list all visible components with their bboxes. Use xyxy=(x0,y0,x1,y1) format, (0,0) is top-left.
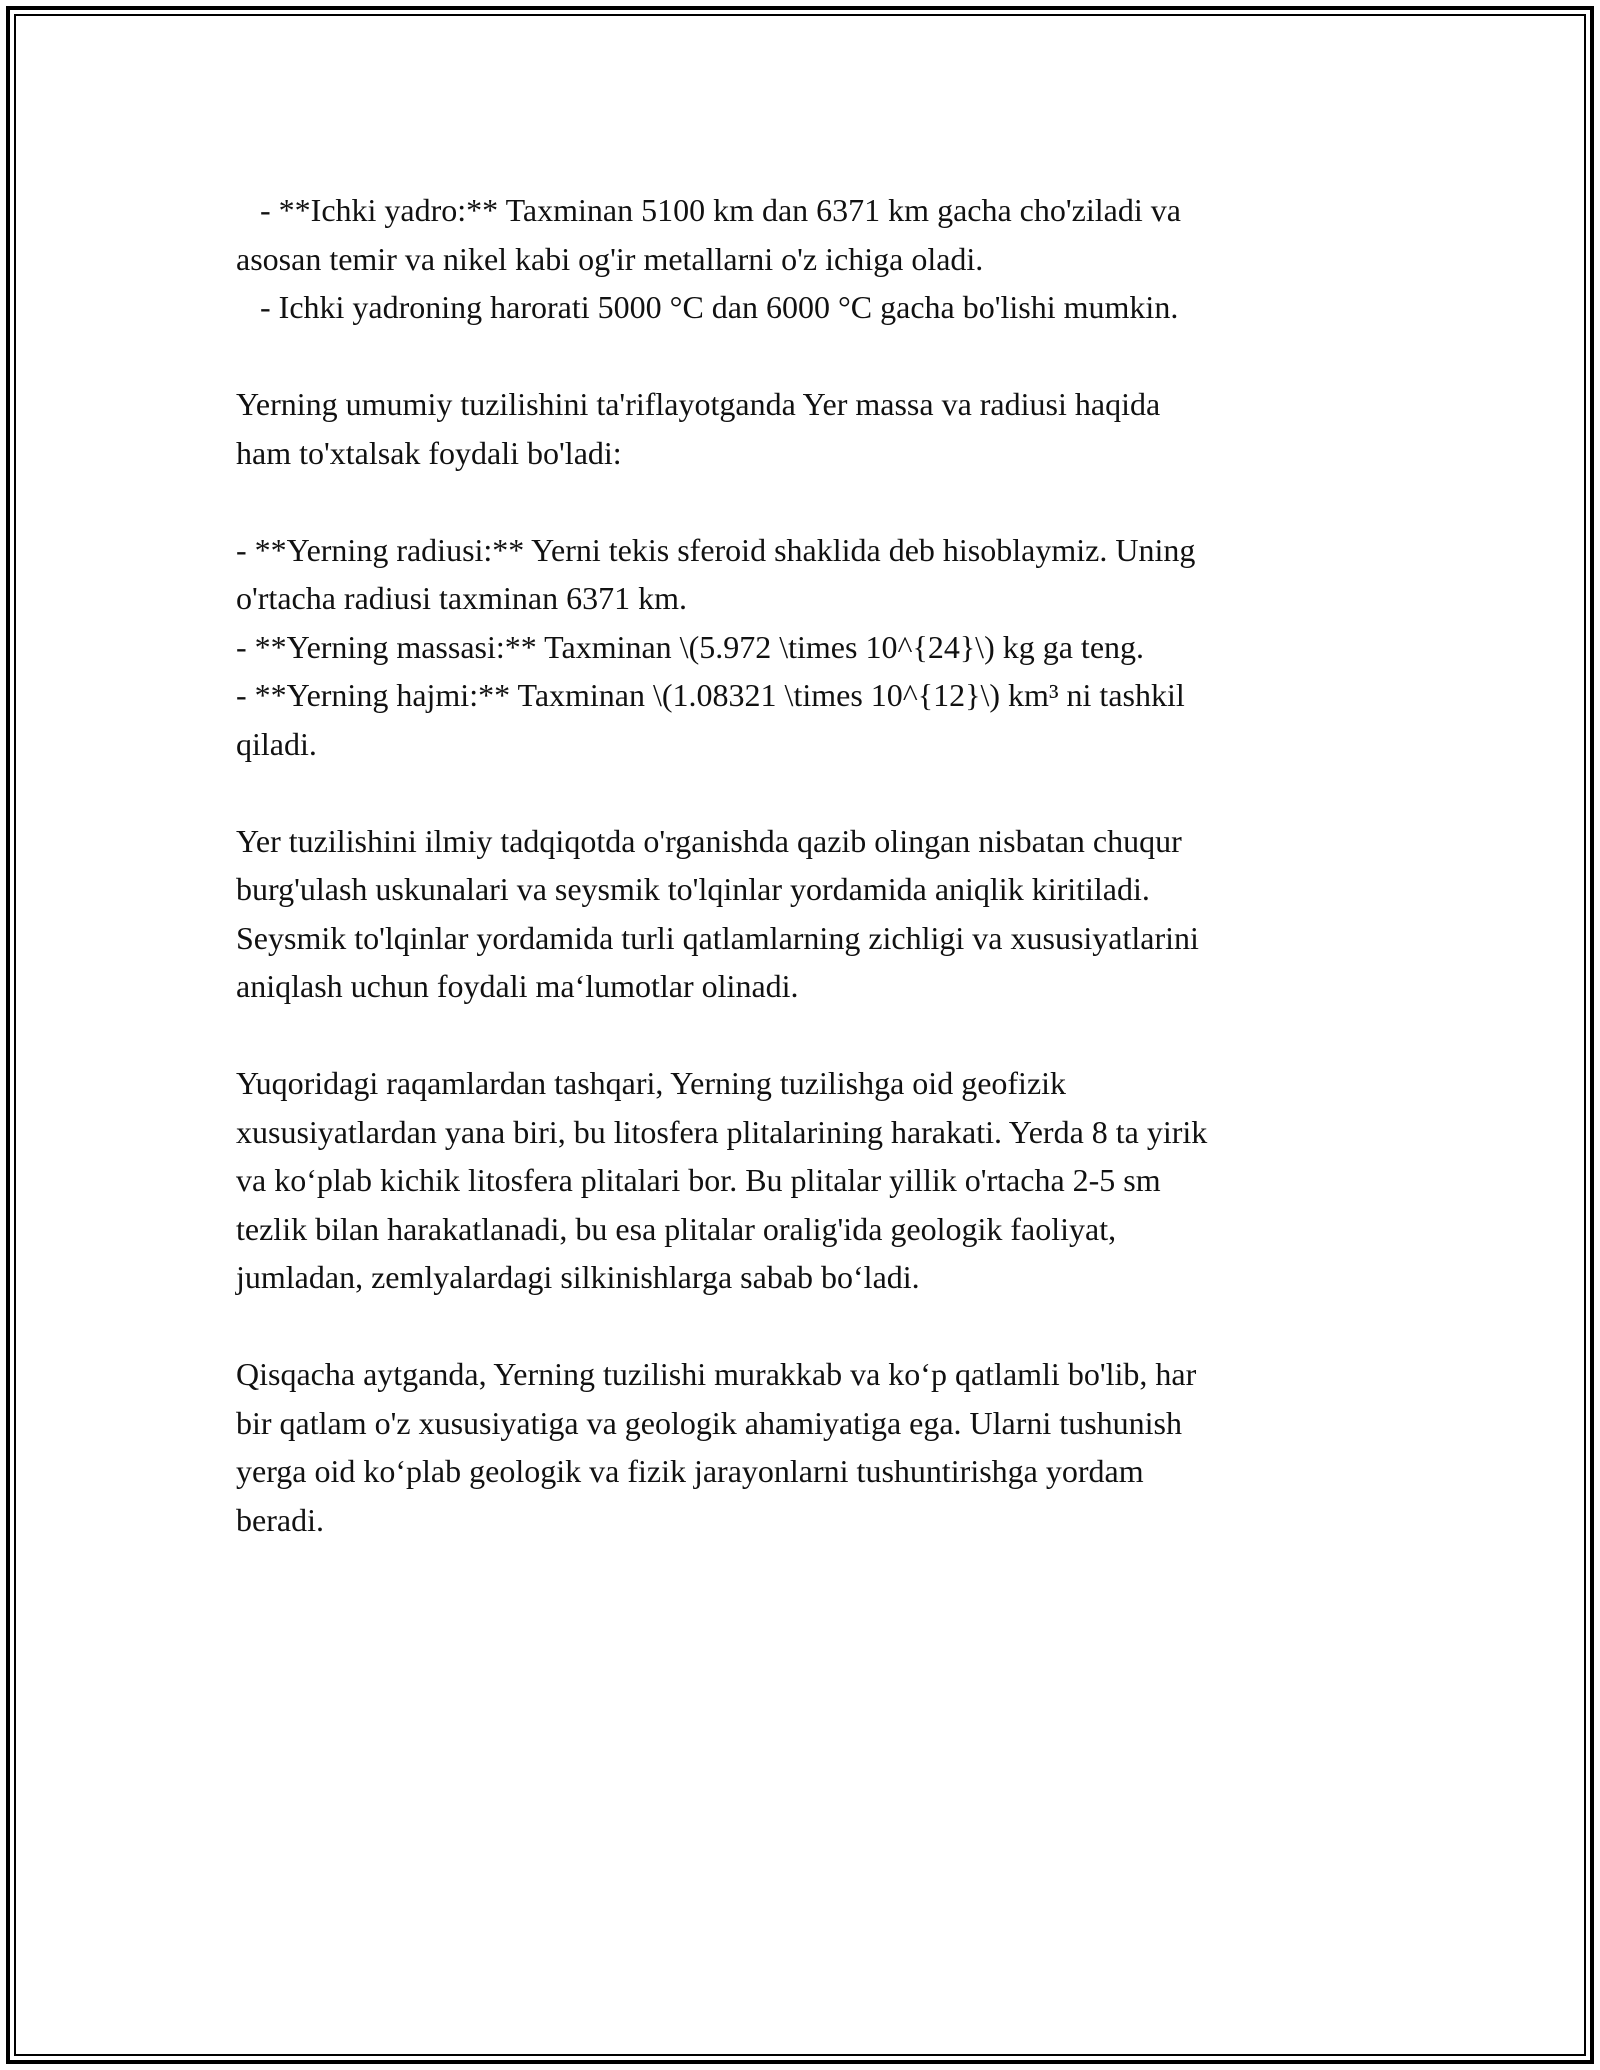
text-line: aniqlash uchun foydali ma‘lumotlar olinadi. xyxy=(236,968,799,1004)
paragraph-ilmiy-tadqiqot xyxy=(236,817,1366,1011)
text-line: va ko‘plab kichik litosfera plitalari bor. Bu plitalar yillik o'rtacha 2-5 sm xyxy=(236,1162,1161,1198)
document-body xyxy=(236,186,1366,1544)
paragraph-xulosa xyxy=(236,1350,1366,1544)
paragraph-spacer xyxy=(236,332,1366,381)
text-line: Yerning umumiy tuzilishini ta'riflayotganda Yer massa va radiusi haqida xyxy=(236,386,1161,422)
paragraph-spacer xyxy=(236,1302,1366,1351)
text-line: bir qatlam o'z xususiyatiga va geologik ahamiyatiga ega. Ularni tushunish xyxy=(236,1404,1182,1441)
text-line: - **Yerning massasi:** Taxminan \(5.972 \times 10^{24}\) kg ga teng. xyxy=(236,628,1145,665)
text-line: - Ichki yadroning harorati 5000 °C dan 6000 °C gacha bo'lishi mumkin. xyxy=(236,289,1179,325)
paragraph-umumiy-tuzilish xyxy=(236,380,1366,477)
text-line: Yer tuzilishini ilmiy tadqiqotda o'rganishda qazib olingan nisbatan chuqur xyxy=(236,822,1182,859)
text-line: tezlik bilan harakatlanadi, bu esa plitalar oralig'ida geologik faoliyat, xyxy=(236,1210,1117,1247)
text-line: - **Ichki yadro:** Taxminan 5100 km dan 6371 km gacha cho'ziladi va xyxy=(236,192,1181,228)
text-line: Seysmik to'lqinlar yordamida turli qatlamlarning zichligi va xususiyatlarini xyxy=(236,919,1199,956)
text-line: jumladan, zemlyalardagi silkinishlarga sabab bo‘ladi. xyxy=(236,1259,920,1295)
text-line: yerga oid ko‘plab geologik va fizik jarayonlarni tushuntirishga yordam xyxy=(236,1453,1144,1489)
text-line: Qisqacha aytganda, Yerning tuzilishi murakkab va ko‘p qatlamli bo'lib, har xyxy=(236,1356,1197,1392)
paragraph-spacer xyxy=(236,768,1366,817)
text-line: beradi. xyxy=(236,1501,324,1538)
text-line: asosan temir va nikel kabi og'ir metallarni o'z ichiga oladi. xyxy=(236,240,984,277)
text-line: xususiyatlardan yana biri, bu litosfera plitalarining harakati. Yerda 8 ta yirik xyxy=(236,1113,1208,1150)
paragraph-ichki-yadro xyxy=(236,186,1366,332)
text-line: - **Yerning radiusi:** Yerni tekis sferoid shaklida deb hisoblaymiz. Uning xyxy=(236,531,1196,568)
text-line: - **Yerning hajmi:** Taxminan \(1.08321 \times 10^{12}\) km³ ni tashkil xyxy=(236,677,1185,713)
paragraph-yer-parametrlari xyxy=(236,526,1366,769)
paragraph-litosfera-plitalari xyxy=(236,1059,1366,1302)
text-line: burg'ulash uskunalari va seysmik to'lqinlar yordamida aniqlik kiritiladi. xyxy=(236,871,1150,907)
text-line: o'rtacha radiusi taxminan 6371 km. xyxy=(236,580,687,616)
text-line: qiladi. xyxy=(236,725,317,762)
text-line: ham to'xtalsak foydali bo'ladi: xyxy=(236,434,622,471)
paragraph-spacer xyxy=(236,1011,1366,1060)
text-line: Yuqoridagi raqamlardan tashqari, Yerning tuzilishga oid geofizik xyxy=(236,1065,1067,1101)
paragraph-spacer xyxy=(236,477,1366,526)
